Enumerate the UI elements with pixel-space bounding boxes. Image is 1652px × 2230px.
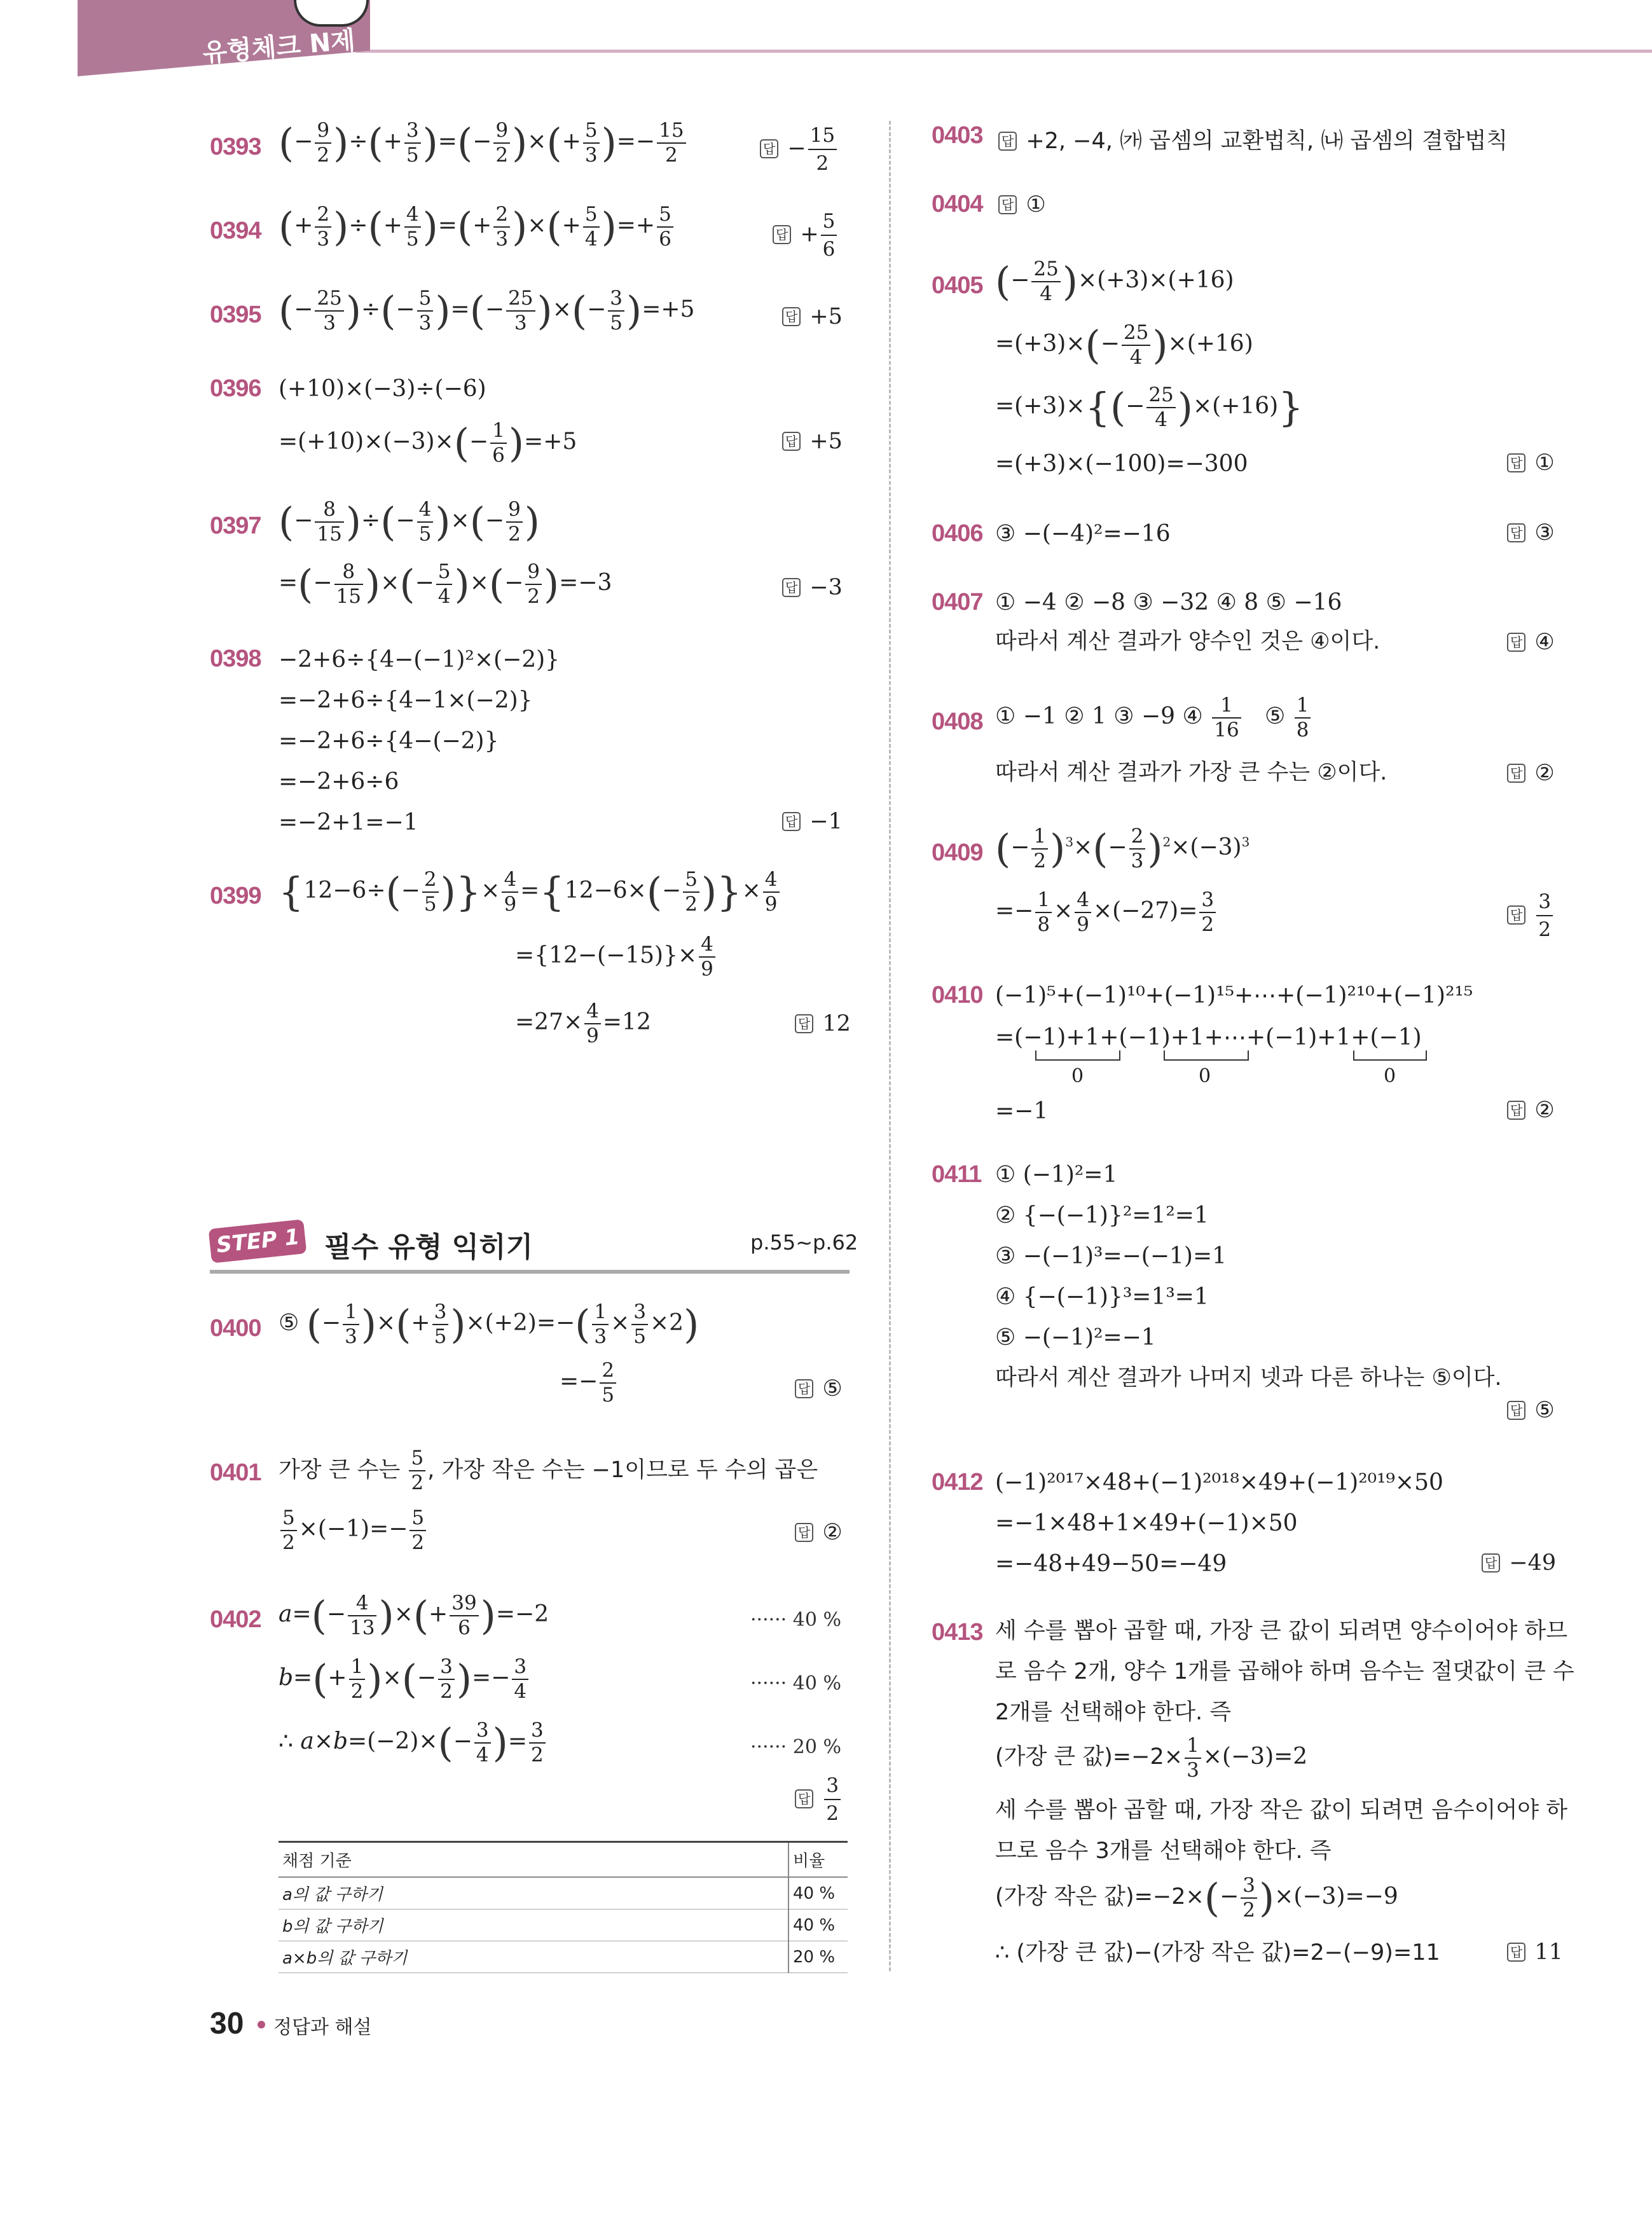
problem-0405-line2: =(+3)×(− $\frac{25}{4}$ )×(+16) bbox=[995, 321, 1253, 369]
problem-number: 0412 bbox=[932, 1469, 983, 1496]
problem-0398-line4: =−2+6÷6 bbox=[279, 769, 399, 795]
problem-number: 0400 bbox=[210, 1315, 261, 1342]
grading-criteria: a×b의 값 구하기 bbox=[279, 1941, 788, 1973]
grading-ratio: 20 % bbox=[788, 1941, 848, 1973]
answer-0408: 답 ② bbox=[1507, 761, 1555, 786]
problem-number: 0397 bbox=[210, 513, 261, 539]
answer-mark: 답 bbox=[795, 1379, 813, 1398]
problem-0410-line2: =(−1)+1+(−1)+1+⋯+(−1)+1+(−1) bbox=[995, 1024, 1422, 1050]
answer-mark: 답 bbox=[782, 307, 801, 326]
answer-mark: 답 bbox=[782, 812, 801, 831]
problem-number: 0402 bbox=[210, 1606, 261, 1633]
answer-mark: 답 bbox=[1507, 1401, 1525, 1420]
problem-0409-line1: (− $\frac{1}{2}$ )$^3$×(− $\frac{2}{3}$ )$^2\times(-3)^3$ bbox=[995, 825, 1250, 872]
problem-0412-line1: (−1)²⁰¹⁷×48+(−1)²⁰¹⁸×49+(−1)²⁰¹⁹×50 bbox=[995, 1469, 1443, 1496]
problem-0397-line2: =(− $\frac{8}{15}$ )×(− $\frac{5}{4}$ )×(− $\frac{9}{2}$ )=−3 bbox=[279, 560, 612, 608]
underbrace-label: 0 bbox=[1071, 1065, 1084, 1087]
problem-0398-line2: =−2+6÷{4−1×(−2)} bbox=[279, 687, 533, 713]
problem-0410-line4: =−1 bbox=[995, 1098, 1049, 1124]
answer-mark: 답 bbox=[760, 139, 778, 158]
problem-0413-line7: (가장 작은 값)=−2×(− $\frac{3}{2}$ )×(−3)=−9 bbox=[995, 1874, 1398, 1922]
grading-ratio: 40 % bbox=[788, 1910, 848, 1941]
answer-0404: 답 ① bbox=[998, 192, 1046, 217]
problem-0405-line3: =(+3)×{(− $\frac{25}{4}$ )×(+16)} bbox=[995, 383, 1304, 431]
problem-number: 0396 bbox=[210, 375, 261, 402]
problem-0398-line5: =−2+1=−1 bbox=[279, 809, 418, 836]
problem-0402-line1: a=(− $\frac{4}{13}$ )×(+ $\frac{39}{6}$ )=−2 bbox=[279, 1592, 549, 1639]
answer-0405: 답 ① bbox=[1507, 450, 1555, 476]
underbrace bbox=[1353, 1050, 1427, 1061]
answer-mark: 답 bbox=[1507, 523, 1525, 542]
problem-0411-line4: ④ {−(−1)}³=1³=1 bbox=[995, 1284, 1209, 1310]
problem-0399-line1: {12−6÷(− $\frac{2}{5}$ )}× $\frac{4}{9}$ ={12−6×(− $\frac{5}{2}$ )}× $\frac{4}{9}$ bbox=[279, 870, 781, 914]
answer-mark: 답 bbox=[1507, 764, 1525, 783]
underbrace-label: 0 bbox=[1384, 1065, 1396, 1087]
answer-mark: 답 bbox=[1507, 633, 1525, 652]
answer-0410: 답 ② bbox=[1507, 1098, 1555, 1123]
problem-0409-line2: =− $\frac{1}{8}$ × $\frac{4}{9}$ ×(−27)= $\frac{3}{2}$ bbox=[995, 890, 1218, 935]
underbrace bbox=[1035, 1050, 1120, 1061]
answer-mark: 답 bbox=[998, 195, 1017, 214]
grading-criteria: b의 값 구하기 bbox=[279, 1910, 788, 1941]
answer-0411: 답 ⑤ bbox=[1507, 1398, 1555, 1423]
problem-number: 0393 bbox=[210, 134, 261, 160]
problem-0413-line6: 므로 음수 3개를 선택해야 한다. 즉 bbox=[995, 1838, 1332, 1864]
problem-number: 0404 bbox=[932, 191, 983, 217]
grading-header-ratio: 비율 bbox=[788, 1842, 848, 1878]
footer-label: 정답과 해설 bbox=[273, 2016, 372, 2039]
problem-0413-line3: 2개를 선택해야 한다. 즉 bbox=[995, 1700, 1232, 1725]
answer-0413: 답 11 bbox=[1507, 1939, 1563, 1965]
problem-0399-line2: ={12−(−15)}× $\frac{4}{9}$ bbox=[515, 935, 717, 979]
problem-number: 0406 bbox=[932, 520, 983, 547]
problem-0411-line2: ② {−(−1)}²=1²=1 bbox=[995, 1202, 1209, 1229]
problem-number: 0395 bbox=[210, 301, 261, 328]
problem-0412-line3: =−48+49−50=−49 bbox=[995, 1551, 1227, 1577]
answer-mark: 답 bbox=[1507, 1943, 1525, 1962]
problem-0405-line1: (− $\frac{25}{4}$ )×(+3)×(+16) bbox=[995, 258, 1234, 305]
problem-0401-line2: $\frac{5}{2}$ ×(−1)=− $\frac{5}{2}$ bbox=[279, 1508, 428, 1553]
answer-mark: 답 bbox=[795, 1014, 813, 1033]
problem-0402-line2: b=(+ $\frac{1}{2}$ )×(− $\frac{3}{2}$ )=− $\frac{3}{4}$ bbox=[279, 1657, 530, 1702]
answer-mark: 답 bbox=[1507, 1101, 1525, 1120]
problem-0405-line4: =(+3)×(−100)=−300 bbox=[995, 451, 1248, 477]
header-tab-label: 유형체크 N제 bbox=[201, 25, 357, 69]
problem-0393-expression: (− $\frac{9}{2}$ )÷(+ $\frac{3}{5}$ )=(− $\frac{9}{2}$ )×(+ $\frac{5}{3}$ )=− $\frac{15}{2}$ bbox=[279, 121, 688, 165]
problem-0412-line2: =−1×48+1×49+(−1)×50 bbox=[995, 1510, 1298, 1536]
problem-number: 0398 bbox=[210, 645, 261, 672]
problem-0408-line2: 따라서 계산 결과가 가장 큰 수는 ②이다. bbox=[995, 760, 1387, 785]
answer-mark: 답 bbox=[782, 578, 801, 597]
answer-0396: 답 +5 bbox=[782, 429, 843, 454]
answer-0397: 답 −3 bbox=[782, 575, 843, 600]
answer-0400: 답 ⑤ bbox=[795, 1376, 843, 1401]
problem-0411-line5: ⑤ −(−1)²=−1 bbox=[995, 1325, 1156, 1351]
problem-0408-line1: ① −1 ② 1 ③ −9 ④ $\frac{1}{16}$ ⑤ $\frac{1}{8}$ bbox=[995, 696, 1312, 740]
problem-number: 0405 bbox=[932, 272, 983, 299]
problem-0395-expression: (− $\frac{25}{3}$ )÷(− $\frac{5}{3}$ )=(− $\frac{25}{3}$ )×(− $\frac{3}{5}$ )=+5 bbox=[279, 287, 695, 334]
answer-0399: 답 12 bbox=[795, 1011, 851, 1036]
problem-number: 0394 bbox=[210, 217, 261, 244]
problem-0396-line1: (+10)×(−3)÷(−6) bbox=[279, 376, 486, 402]
score-percent-b: ······ 40 % bbox=[750, 1672, 841, 1695]
answer-mark: 답 bbox=[795, 1523, 813, 1542]
answer-0407: 답 ④ bbox=[1507, 630, 1555, 655]
answer-0403: 답 +2, −4, ㈎ 곱셈의 교환법칙, ㈏ 곱셈의 결합법칙 bbox=[998, 123, 1508, 155]
score-percent-a: ······ 40 % bbox=[750, 1609, 841, 1631]
problem-number: 0408 bbox=[932, 708, 983, 735]
problem-0413-line8: ∴ (가장 큰 값)−(가장 작은 값)=2−(−9)=11 bbox=[995, 1940, 1440, 1965]
answer-0395: 답 +5 bbox=[782, 304, 843, 329]
column-divider bbox=[889, 121, 891, 1971]
problem-0397-line1: (− $\frac{8}{15}$ )÷(− $\frac{4}{5}$ )×(− $\frac{9}{2}$ ) bbox=[279, 498, 540, 546]
grading-table bbox=[279, 1841, 848, 1973]
problem-number: 0411 bbox=[932, 1161, 982, 1188]
problem-0413-line1: 세 수를 뽑아 곱할 때, 가장 큰 값이 되려면 양수이어야 하므 bbox=[995, 1618, 1568, 1644]
answer-0402: 답 $\frac{3}{2}$ bbox=[795, 1774, 843, 1825]
problem-0402-line3: ∴ a×b=(−2)×(− $\frac{3}{4}$ )= $\frac{3}{2}$ bbox=[279, 1721, 547, 1765]
problem-0413-line5: 세 수를 뽑아 곱할 때, 가장 작은 값이 되려면 음수이어야 하 bbox=[995, 1798, 1568, 1823]
problem-0407-line1: ① −4 ② −8 ③ −32 ④ 8 ⑤ −16 bbox=[995, 589, 1342, 616]
answer-mark: 답 bbox=[1507, 905, 1525, 925]
step-badge-label: STEP 1 bbox=[215, 1224, 301, 1258]
problem-0399-line3: =27× $\frac{4}{9}$ =12 bbox=[515, 1000, 651, 1047]
table-row bbox=[279, 1941, 848, 1973]
step-rule bbox=[210, 1270, 850, 1274]
problem-0411-line6: 따라서 계산 결과가 나머지 넷과 다른 하나는 ⑤이다. bbox=[995, 1365, 1502, 1391]
problem-0400-line2: =− $\frac{2}{5}$ bbox=[560, 1361, 618, 1405]
answer-0412: 답 −49 bbox=[1482, 1550, 1556, 1576]
header-rule bbox=[356, 50, 1652, 53]
answer-mark: 답 bbox=[773, 225, 791, 244]
problem-number: 0403 bbox=[932, 122, 983, 149]
answer-mark: 답 bbox=[795, 1789, 813, 1808]
problem-0401-line1: 가장 큰 수는 $\frac{5}{2}$ , 가장 작은 수는 −1이므로 두 수의 곱은 bbox=[279, 1447, 818, 1494]
problem-number: 0409 bbox=[932, 839, 983, 866]
problem-0411-line1: ① (−1)²=1 bbox=[995, 1162, 1118, 1188]
problem-0411-line3: ③ −(−1)³=−(−1)=1 bbox=[995, 1243, 1227, 1269]
problem-0398-line1: −2+6÷{4−(−1)²×(−2)} bbox=[279, 647, 560, 673]
grading-criteria: a의 값 구하기 bbox=[279, 1877, 788, 1910]
answer-mark: 답 bbox=[998, 132, 1017, 151]
grading-table-header bbox=[279, 1842, 848, 1878]
table-row bbox=[279, 1877, 848, 1910]
problem-0400-line1: ⑤ (− $\frac{1}{3}$ )×(+ $\frac{3}{5}$ )×(+2)=−( $\frac{1}{3}$ × $\frac{3}{5}$ ×2) bbox=[279, 1300, 699, 1348]
bullet-icon bbox=[258, 2021, 265, 2028]
table-row bbox=[279, 1910, 848, 1941]
answer-0406: 답 ③ bbox=[1507, 520, 1555, 546]
grading-header-criteria: 채점 기준 bbox=[279, 1842, 788, 1878]
underbrace-label: 0 bbox=[1199, 1065, 1211, 1087]
page-number: 30 bbox=[210, 2007, 244, 2041]
answer-mark: 답 bbox=[782, 432, 801, 451]
problem-0410-line1: (−1)⁵+(−1)¹⁰+(−1)¹⁵+⋯+(−1)²¹⁰+(−1)²¹⁵ bbox=[995, 982, 1473, 1008]
problem-number: 0410 bbox=[932, 982, 983, 1008]
step-title: 필수 유형 익히기 bbox=[324, 1231, 533, 1263]
problem-0406-line1: ③ −(−4)²=−16 bbox=[995, 521, 1171, 547]
problem-0398-line3: =−2+6÷{4−(−2)} bbox=[279, 728, 499, 754]
answer-0393: 답 − $\frac{15}{2}$ bbox=[760, 124, 839, 175]
problem-0413-line4: (가장 큰 값)=−2× $\frac{1}{3}$ ×(−3)=2 bbox=[995, 1734, 1308, 1782]
problem-0394-expression: (+ $\frac{2}{3}$ )÷(+ $\frac{4}{5}$ )=(+ $\frac{2}{3}$ )×(+ $\frac{5}{4}$ )=+ $\frac{5}{6}$ bbox=[279, 205, 675, 249]
score-percent-c: ······ 20 % bbox=[750, 1736, 841, 1758]
problem-number: 0413 bbox=[932, 1619, 983, 1646]
answer-0398: 답 −1 bbox=[782, 809, 843, 834]
grading-ratio: 40 % bbox=[788, 1877, 848, 1910]
answer-0409: 답 $\frac{3}{2}$ bbox=[1507, 890, 1555, 941]
problem-number: 0407 bbox=[932, 589, 983, 616]
answer-0394: 답 + $\frac{5}{6}$ bbox=[773, 210, 839, 261]
answer-mark: 답 bbox=[1507, 453, 1525, 472]
problem-0396-line2: =(+10)×(−3)×(− $\frac{1}{6}$ )=+5 bbox=[279, 419, 577, 467]
problem-0413-line2: 로 음수 2개, 양수 1개를 곱해야 하며 음수는 절댓값이 큰 수 bbox=[995, 1659, 1574, 1684]
problem-number: 0399 bbox=[210, 883, 261, 909]
problem-number: 0401 bbox=[210, 1459, 261, 1486]
underbrace bbox=[1164, 1050, 1249, 1061]
answer-0401: 답 ② bbox=[795, 1520, 843, 1545]
step-page-range: p.55~p.62 bbox=[750, 1230, 858, 1255]
answer-mark: 답 bbox=[1482, 1553, 1500, 1573]
problem-0407-line2: 따라서 계산 결과가 양수인 것은 ④이다. bbox=[995, 629, 1380, 654]
